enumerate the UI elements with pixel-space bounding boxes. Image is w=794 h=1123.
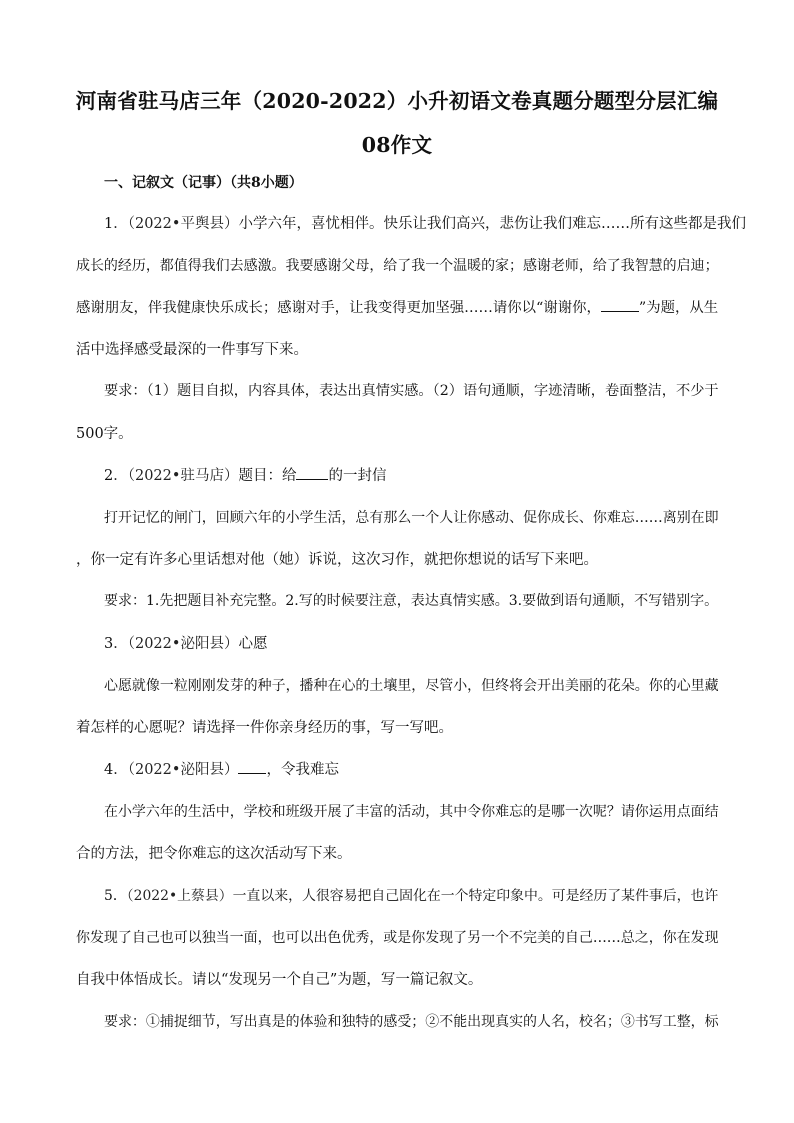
question-number: 5．	[104, 888, 127, 904]
question-number: 4．	[104, 762, 128, 778]
answer-blank	[601, 299, 639, 312]
question-topic: 心愿	[238, 636, 268, 652]
question-source: （2022•驻马店）	[127, 468, 239, 484]
question-1	[104, 212, 746, 233]
question-4	[104, 758, 339, 779]
requirement-text: 500字。	[76, 426, 133, 442]
question-text-line	[76, 296, 718, 317]
question-prompt: 的一封信	[328, 468, 387, 484]
question-text-line: 在小学六年的生活中，学校和班级开展了丰富的活动，其中令你难忘的是哪一次呢？请你运用点面结	[104, 804, 719, 820]
question-5	[104, 884, 718, 904]
requirement-text: 要求：①捕捉细节，写出真是的体验和独特的感受；②不能出现真实的人名，校名；③书写工整，标	[104, 1014, 719, 1030]
question-text-line: 活中选择感受最深的一件事写下来。	[76, 342, 308, 358]
question-text-line: 合的方法，把令你难忘的这次活动写下来。	[76, 846, 352, 862]
question-source: （2022•泌阳县）	[127, 636, 239, 652]
question-text: 小学六年，喜忧相伴。快乐让我们高兴，悲伤让我们难忘……所有这些都是我们	[238, 216, 746, 232]
document-subtitle: 08作文	[361, 133, 433, 157]
section-heading: 一、记叙文（记事）（共8小题）	[104, 175, 303, 191]
question-source: （2022•上蔡县）	[126, 888, 233, 904]
question-number: 2．	[104, 468, 128, 484]
question-text-line: 着怎样的心愿呢？请选择一件你亲身经历的事，写一写吧。	[76, 720, 453, 736]
question-number: 1．	[104, 216, 128, 232]
question-prompt: 题目：给	[238, 468, 297, 484]
answer-blank	[296, 467, 328, 480]
requirement-text: 要求：（1）题目自拟，内容具体，表达出真情实感。（2）语句通顺，字迹清晰，卷面整洁，不少于	[104, 383, 719, 399]
question-3	[104, 632, 267, 653]
question-text-line: ，你一定有许多心里话想对他（她）诉说，这次习作，就把你想说的话写下来吧。	[76, 552, 598, 568]
requirement-text: 要求：1.先把题目补充完整。2.写的时候要注意，表达真情实感。3.要做到语句通顺，不写错别字。	[104, 593, 719, 609]
question-text-line: 自我中体悟成长。请以“发现另一个自己”为题，写一篇记叙文。	[76, 972, 483, 988]
question-text-line: 打开记忆的闸门，回顾六年的小学生活，总有那么一个人让你感动、促你成长、你难忘……离别在即	[104, 510, 719, 526]
question-number: 3．	[104, 636, 128, 652]
question-text-line: 成长的经历，都值得我们去感激。我要感谢父母，给了我一个温暖的家；感谢老师，给了我智慧的启迪；	[76, 258, 719, 274]
answer-blank	[238, 761, 266, 774]
question-text: ”为题，从生	[638, 300, 719, 316]
document-title: 河南省驻马店三年（2020-2022）小升初语文卷真题分题型分层汇编	[75, 89, 719, 113]
question-text: 一直以来，人很容易把自己固化在一个特定印象中。可是经历了某件事后，也许	[232, 888, 719, 904]
question-source: （2022•泌阳县）	[127, 762, 239, 778]
question-2	[104, 464, 386, 485]
question-topic: ，令我难忘	[266, 762, 339, 778]
question-text: 感谢朋友，伴我健康快乐成长；感谢对手，让我变得更加坚强……请你以“谢谢你，	[76, 300, 601, 316]
question-source: （2022•平舆县）	[127, 216, 239, 232]
question-text-line: 心愿就像一粒刚刚发芽的种子，播种在心的土壤里，尽管小，但终将会开出美丽的花朵。你的心里藏	[104, 678, 719, 694]
question-text-line: 你发现了自己也可以独当一面，也可以出色优秀，或是你发现了另一个不完美的自己……总之，你在发现	[76, 930, 719, 946]
